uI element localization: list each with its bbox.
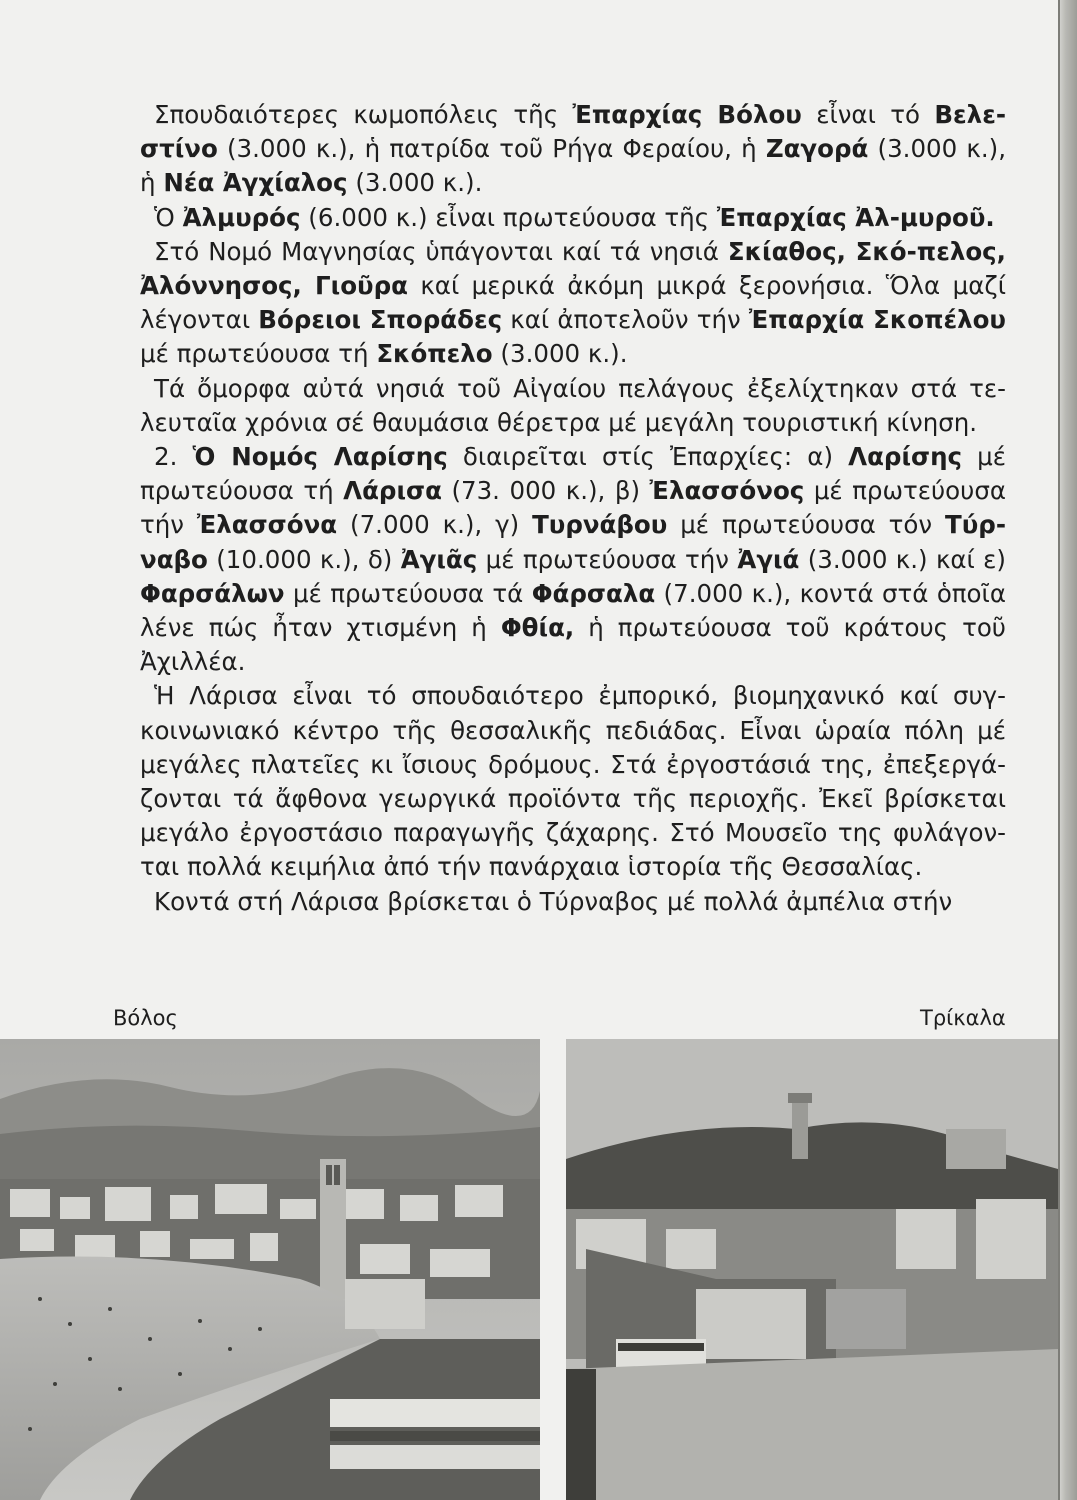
bold-term: Ἀλμυρός [182, 202, 301, 232]
text-run: (10.000 κ.), δ) [207, 544, 401, 574]
bold-term: Ἀγιά [737, 544, 800, 574]
paragraph [140, 235, 1006, 372]
text-run: (3.000 κ.). [347, 168, 483, 198]
text-run: μέ πρωτεύουσα τή [140, 339, 377, 369]
text-run: 2. [154, 442, 193, 472]
caption-volos: Βόλος [113, 1006, 178, 1030]
bold-term: Λαρίσης [848, 442, 963, 472]
text-run: Στό Νομό Μαγνησίας ὑπάγονται καί τά νησιά [154, 236, 728, 266]
text-run: (3.000 κ.) καί ε) [799, 544, 1006, 574]
bold-term: Βελε-στίνο [140, 100, 1006, 164]
paragraph [140, 440, 1006, 679]
bold-term: Ἀγιᾶς [400, 544, 478, 574]
bold-term: Ἐλασσόνος [649, 476, 805, 506]
text-run: Κοντά στή Λάρισα βρίσκεται ὁ Τύρναβος μέ πολλά ἀμπέλια στήν [154, 886, 953, 916]
bold-term: Ἐπαρχίας Ἀλ-μυροῦ. [716, 202, 995, 232]
text-run: (3.000 κ.). [492, 339, 628, 369]
text-run: Τά ὄμορφα αὐτά νησιά τοῦ Αἰγαίου πελάγους ἐξελίχτηκαν στά τε-λευταῖα χρόνια σέ θαυμάσια θέρετρα μέ μεγάλη τουριστική κίνηση. [140, 373, 1006, 437]
paragraph [140, 98, 1006, 201]
text-run: καί μερικά ἀκόμη μικρά ξερονήσια. Ὅλα μαζί λέγονται [140, 271, 1006, 335]
text-run: μέ πρωτεύουσα τή [140, 442, 1007, 506]
paragraph [140, 201, 1006, 235]
text-run: μέ πρωτεύουσα τόν [667, 510, 946, 540]
text-run: εἶναι τό [801, 100, 935, 129]
bold-term: Ἐπαρχία Σκοπέλου [748, 305, 1006, 335]
body-text [140, 98, 1006, 919]
text-run: Ὁ [154, 202, 183, 232]
bold-term: Τυρνάβου [532, 510, 668, 540]
caption-trikala: Τρίκαλα [920, 1006, 1006, 1030]
text-run: Ἡ Λάρισα εἶναι τό σπουδαιότερο ἐμπορικό, βιομηχανικό καί συγ-κοινωνιακό κέντρο τῆς θεσσαλικῆς πεδιάδας. Εἶναι ὡραία πόλη μέ μεγάλες πλατεῖες κι ἴσιους δρόμους. Στά ἐργοστάσιά της, ἐπεξεργά-ζονται τά ἄφθονα γεωργικά προϊόντα τῆς περιοχῆς. Ἐκεῖ βρίσκεται μεγάλο ἐργοστάσιο παραγωγῆς ζάχαρης. Στό Μουσεῖο της φυλάγον-ται πολλά κειμήλια ἀπό τήν πανάρχαια ἱστορία τῆς Θεσσαλίας. [140, 681, 1006, 882]
paragraph [140, 372, 1006, 440]
bold-term: Ζαγορά [765, 134, 869, 164]
text-run: (7.000 κ.), κοντά στά ὁποῖα λένε πώς ἦταν χτισμένη ἡ [140, 578, 1006, 643]
text-run: καί ἀποτελοῦν τήν [502, 305, 749, 335]
bold-term: Φαρσάλων [140, 578, 285, 608]
text-run: διαιρεῖται στίς Ἐπαρχίες: α) [447, 442, 849, 472]
text-run: μέ πρωτεύουσα τήν [477, 544, 738, 574]
text-run: (3.000 κ.), ἡ πατρίδα τοῦ Ρήγα Φεραίου, ἡ [217, 134, 766, 164]
text-run: Σπουδαιότερες κωμοπόλεις τῆς [154, 100, 573, 129]
page-binding-edge [1058, 0, 1077, 1500]
text-run: (73. 000 κ.), β) [441, 476, 650, 506]
text-run: (6.000 κ.) εἶναι πρωτεύουσα τῆς [300, 202, 717, 232]
bold-term: Φάρσαλα [531, 578, 656, 608]
photo-volos [0, 1039, 540, 1500]
bold-term: Ἐπαρχίας Βόλου [572, 100, 802, 129]
bold-term: Βόρειοι Σποράδες [258, 305, 503, 335]
bold-term: Τύρ-ναβο [140, 510, 1006, 574]
bold-term: Φθία, [500, 613, 575, 643]
text-run: μέ πρωτεύουσα τήν [140, 476, 1006, 540]
bold-term: Ὁ Νομός Λαρίσης [192, 442, 448, 472]
text-run: ἡ πρωτεύουσα τοῦ κράτους τοῦ Ἀχιλλέα. [140, 613, 1006, 677]
text-run: (3.000 κ.), ἡ [140, 134, 1006, 198]
bold-term: Σκίαθος, Σκό-πελος, Ἀλόννησος, Γιοῦρα [140, 236, 1006, 301]
photo-trikala [566, 1039, 1058, 1500]
text-run: μέ πρωτεύουσα τά [284, 578, 532, 608]
bold-term: Νέα Ἀγχίαλος [163, 168, 348, 198]
paragraph [140, 679, 1006, 884]
bold-term: Λάρισα [343, 476, 442, 506]
bold-term: Σκόπελο [376, 339, 493, 369]
bold-term: Ἐλασσόνα [196, 510, 338, 540]
text-run: (7.000 κ.), γ) [337, 510, 533, 540]
paragraph [140, 885, 1006, 919]
